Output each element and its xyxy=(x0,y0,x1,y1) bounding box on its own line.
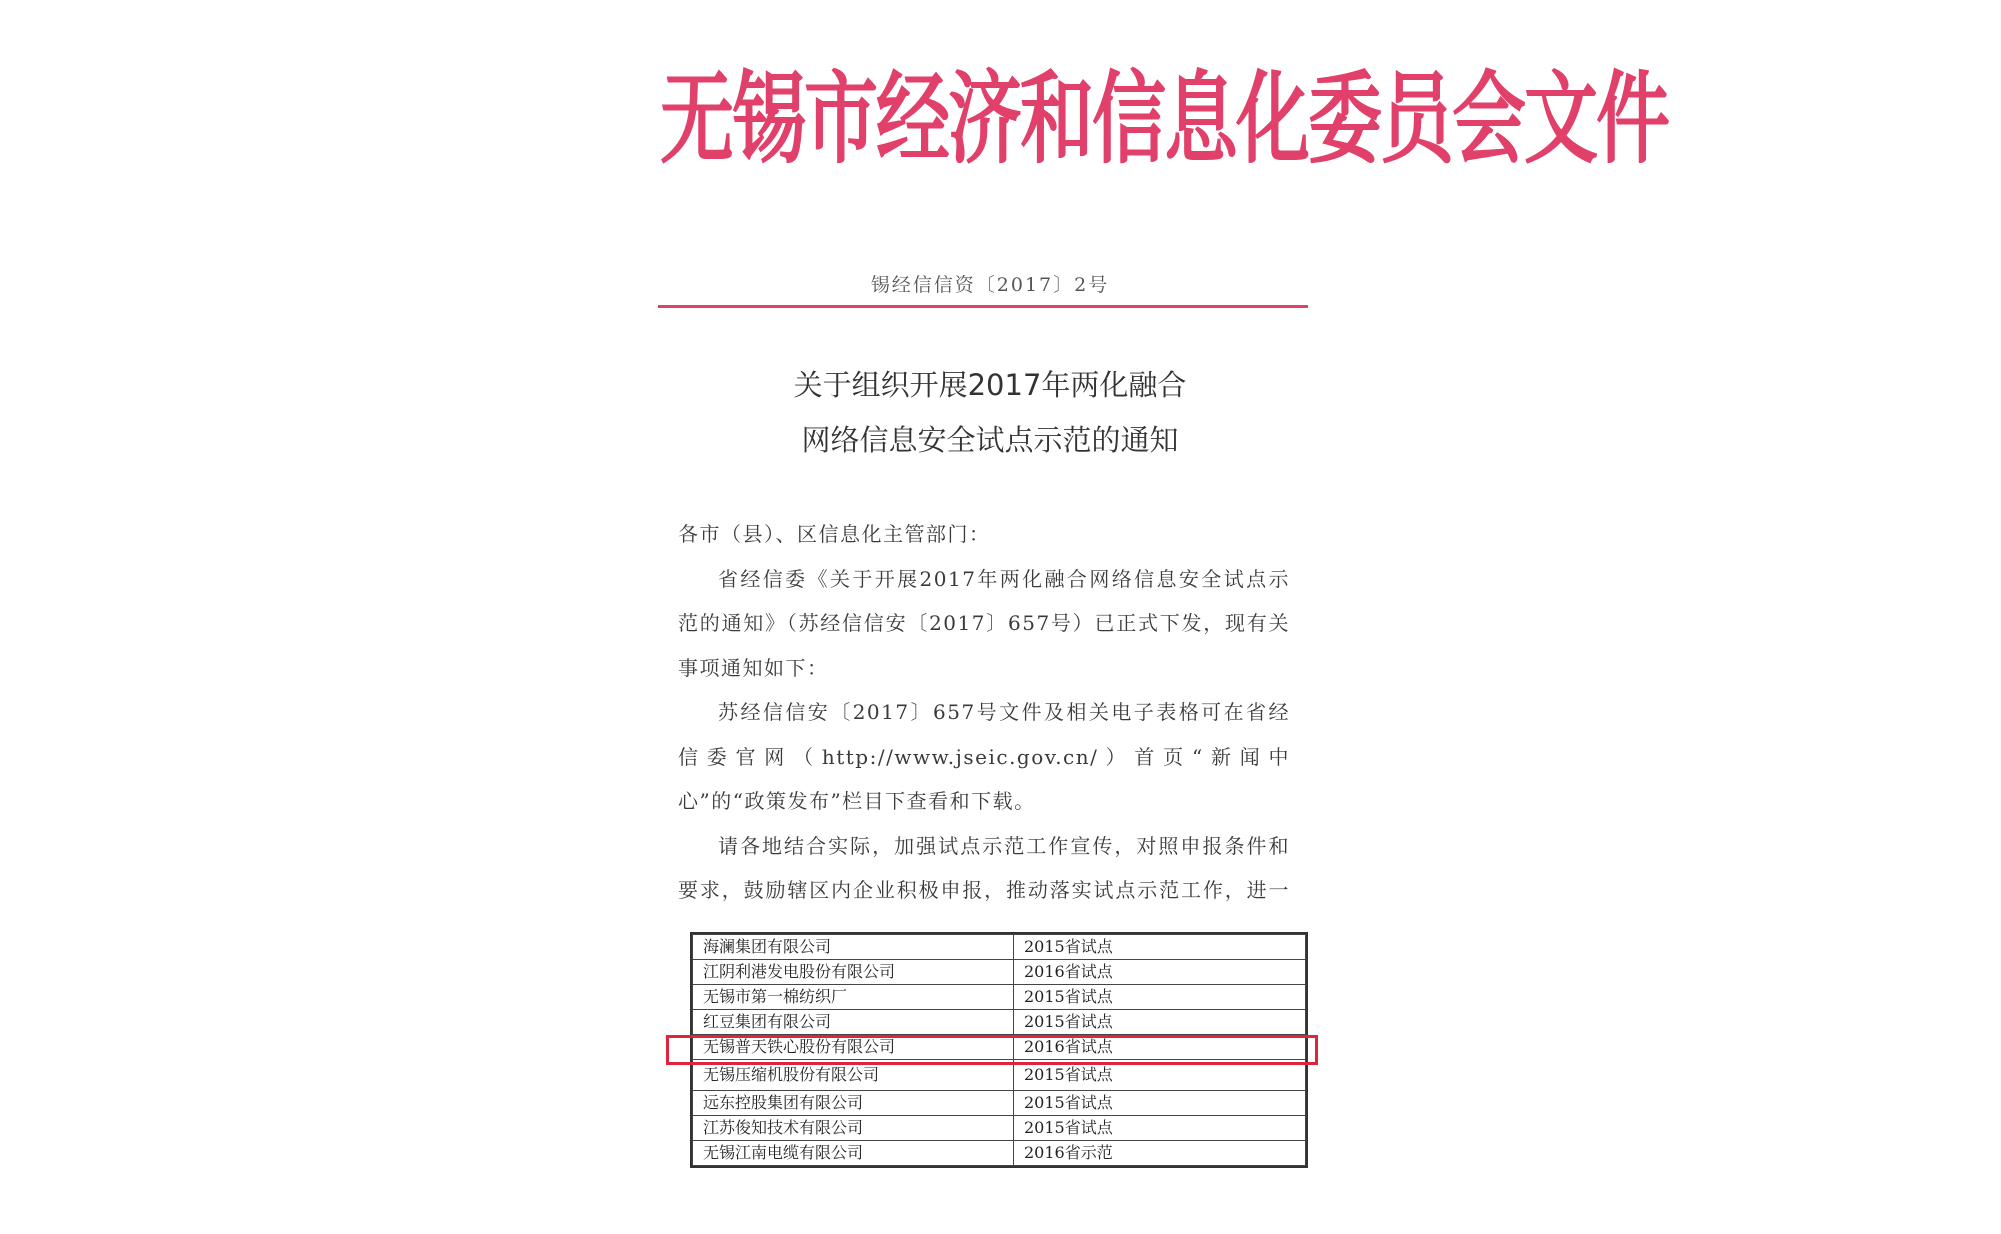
highlight-box xyxy=(666,1035,1318,1065)
notice-title-line-2: 网络信息安全试点示范的通知 xyxy=(801,423,1179,457)
document-number: 锡经信信资〔2017〕2号 xyxy=(870,274,1110,296)
table-row xyxy=(693,935,1306,960)
company-name: 无锡江南电缆有限公司 xyxy=(693,1141,1014,1166)
paragraph-2: 苏经信信安〔2017〕657号文件及相关电子表格可在省经信委官网（http://www.jseic.gov.cn/）首页“新闻中心”的“政策发布”栏目下查看和下载。 xyxy=(678,700,1290,813)
company-name: 江苏俊知技术有限公司 xyxy=(693,1116,1014,1141)
paragraph-1: 省经信委《关于开展2017年两化融合网络信息安全试点示范的通知》（苏经信信安〔2017〕657号）已正式下发，现有关事项通知如下： xyxy=(678,566,1290,680)
notice-title-line-1: 关于组织开展2017年两化融合 xyxy=(793,368,1187,402)
company-name: 无锡市第一棉纺织厂 xyxy=(693,985,1014,1010)
pilot-status: 2016省示范 xyxy=(1014,1141,1306,1166)
pilot-status: 2015省试点 xyxy=(1014,1116,1306,1141)
company-name: 海澜集团有限公司 xyxy=(693,935,1014,960)
pilot-status: 2016省试点 xyxy=(1014,960,1306,985)
table-row xyxy=(693,1116,1306,1141)
red-divider xyxy=(658,305,1308,308)
company-name: 无锡普天铁心股份有限公司 xyxy=(693,1035,1014,1060)
pilot-status: 2015省试点 xyxy=(1014,935,1306,960)
header-title: 无锡市经济和信息化委员会文件 xyxy=(660,61,1668,178)
salutation: 各市（县）、区信息化主管部门： xyxy=(678,522,991,546)
notice-body xyxy=(678,512,1290,922)
pilot-status: 2016省试点 xyxy=(1014,1035,1306,1060)
table-row xyxy=(693,1141,1306,1166)
table-row xyxy=(693,1091,1306,1116)
table-row xyxy=(693,960,1306,985)
company-name: 远东控股集团有限公司 xyxy=(693,1091,1014,1116)
table-row xyxy=(693,1010,1306,1035)
pilot-status: 2015省试点 xyxy=(1014,1091,1306,1116)
pilot-status: 2015省试点 xyxy=(1014,1060,1306,1091)
table-row xyxy=(693,985,1306,1010)
notice-title xyxy=(660,358,1320,468)
pilot-status: 2015省试点 xyxy=(1014,985,1306,1010)
pilot-status: 2015省试点 xyxy=(1014,1010,1306,1035)
company-name: 江阴利港发电股份有限公司 xyxy=(693,960,1014,985)
paragraph-3: 请各地结合实际，加强试点示范工作宣传，对照申报条件和要求，鼓励辖区内企业积极申报，推动落实试点示范工作，进一 xyxy=(678,833,1290,902)
company-name: 红豆集团有限公司 xyxy=(693,1010,1014,1035)
company-name: 无锡压缩机股份有限公司 xyxy=(693,1060,1014,1091)
